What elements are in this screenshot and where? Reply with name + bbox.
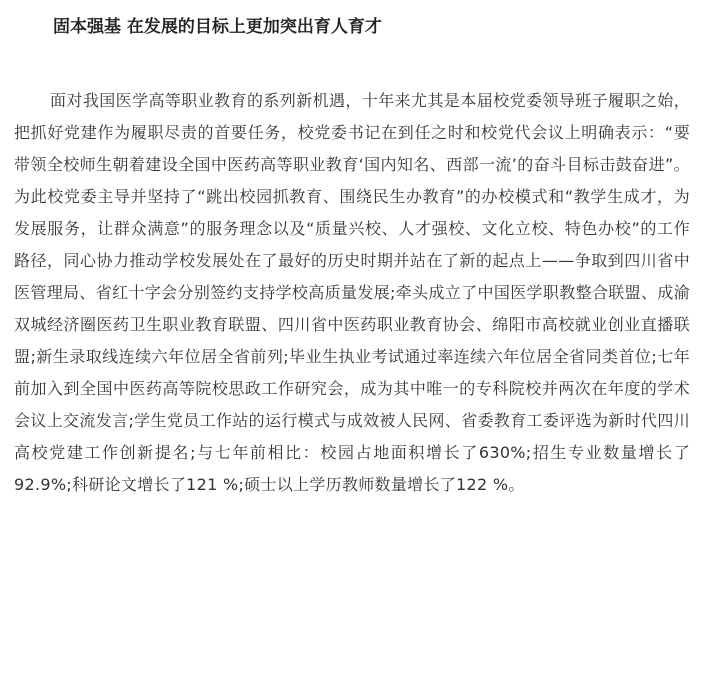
section-heading: 固本强基 在发展的目标上更加突出育人育才 <box>53 17 382 37</box>
body-paragraph: 面对我国医学高等职业教育的系列新机遇，十年来尤其是本届校党委领导班子履职之始，把抓好党建作为履职尽责的首要任务，校党委书记在到任之时和校党代会议上明确表示：“要带领全校师生朝着建设全国中医药高等职业教育‘国内知名、西部一流’的奋斗目标击鼓奋进”。为此校党委主导并坚持了“跳出校园抓教育、围绕民生办教育”的办校模式和“教学生成才，为发展服务，让群众满意”的服务理念以及“质量兴校、人才强校、文化立校、特色办校”的工作路径，同心协力推动学校发展处在了最好的历史时期并站在了新的起点上——争取到四川省中医管理局、省红十字会分别签约支持学校高质量发展;牵头成立了中国医学职教整合联盟、成渝双城经济圈医药卫生职业教育联盟、四川省中医药职业教育协会、绵阳市高校就业创业直播联盟;新生录取线连续六年位居全省前列;毕业生执业考试通过率连续六年位居全省同类首位;七年前加入到全国中医药高等院校思政工作研究会，成为其中唯一的专科院校并两次在年度的学术会议上交流发言;学生党员工作站的运行模式与成效被人民网、省委教育工委评选为新时代四川高校党建工作创新提名;与七年前相比：校园占地面积增长了630%;招生专业数量增长了92.9%;科研论文增长了121 %;硕士以上学历教师数量增长了122 %。 <box>14 91 690 494</box>
